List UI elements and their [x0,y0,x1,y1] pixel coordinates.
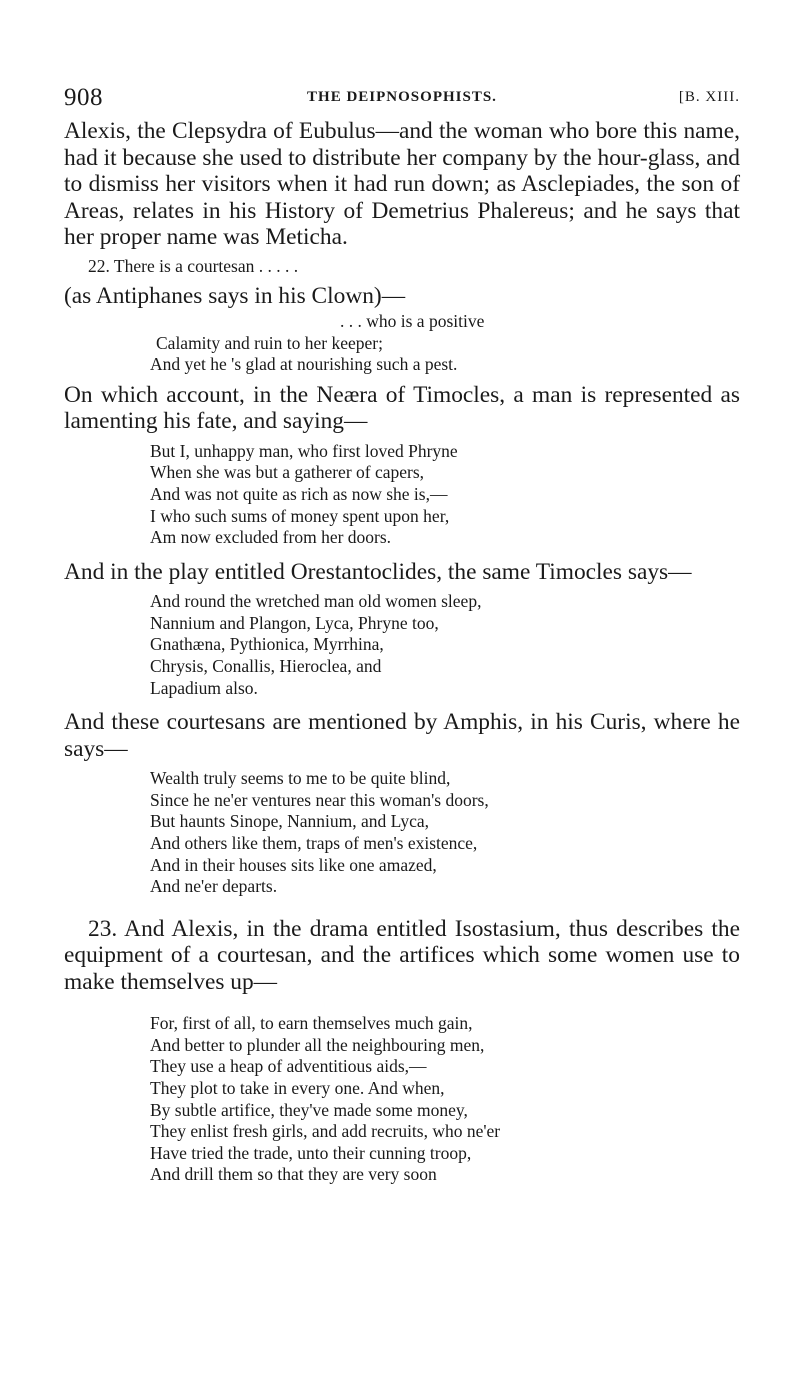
page-number: 908 [64,84,103,111]
paragraph-meticha: Alexis, the Clepsydra of Eubulus—and the woman who bore this name, had it because she used to distribute her company by the hour-glass, and to dismiss her visitors when it had run down; as Asclepiades, the son of Areas, relates in his History of Demetrius Phalereus; and he says that her proper name was Meticha. [64,118,740,250]
running-title: THE DEIPNOSOPHISTS. [307,89,497,105]
book-page [64,84,740,1186]
paragraph-timocles-neaera: On which account, in the Neæra of Timocles, a man is represented as lamenting his fate, and saying— [64,381,740,435]
verse-line: And better to plunder all the neighbouring men, [150,1034,485,1055]
verse-line: I who such sums of money spent upon her, [150,505,450,526]
verse-line: By subtle artifice, they've made some money, [150,1099,468,1120]
verse-line: They plot to take in every one. And when, [150,1078,445,1099]
verse-isostasium [64,1013,740,1186]
book-indicator: [B. XIII. [678,89,740,105]
verse-line: Chrysis, Conallis, Hieroclea, and [150,656,382,677]
verse-line: Have tried the trade, unto their cunning troop, [150,1142,472,1163]
verse-line: Calamity and ruin to her keeper; [156,332,383,353]
verse-timocles-neaera [64,441,740,549]
verse-line: Since he ne'er ventures near this woman's doors, [150,789,489,810]
verse-line: And round the wretched man old women sleep, [150,591,482,612]
verse-line: And was not quite as rich as now she is,— [150,483,448,504]
paragraph-orestantoclides: And in the play entitled Orestantoclides, the same Timocles says— [64,558,692,585]
verse-amphis [64,768,740,898]
section-22-heading: 22. There is a courtesan . . . . . [88,255,299,276]
verse-line: Nannium and Plangon, Lyca, Phryne too, [150,612,439,633]
verse-line: . . . who is a positive [340,311,485,331]
verse-line: They enlist fresh girls, and add recruits, who ne'er [150,1121,501,1142]
paragraph-antiphanes: (as Antiphanes says in his Clown)— [64,282,406,309]
verse-line: Lapadium also. [150,677,258,698]
verse-line: And yet he 's glad at nourishing such a pest. [150,354,458,375]
verse-line: Wealth truly seems to me to be quite blind, [150,768,451,789]
running-head [64,84,740,118]
verse-line: And ne'er departs. [150,876,278,897]
verse-orestantoclides [64,591,740,699]
verse-line: For, first of all, to earn themselves much gain, [150,1013,473,1034]
verse-line: And others like them, traps of men's existence, [150,833,478,853]
verse-line: And in their houses sits like one amazed, [150,854,437,875]
paragraph-section-23: 23. And Alexis, in the drama entitled Isostasium, thus describes the equipment of a courtesan, and the artifices which some women use to make themselves up— [64,915,740,995]
verse-line: Gnathæna, Pythionica, Myrrhina, [150,634,384,655]
verse-line: But haunts Sinope, Nannium, and Lyca, [150,811,429,832]
verse-line: Am now excluded from her doors. [150,527,392,548]
verse-line: When she was but a gatherer of capers, [150,462,425,483]
verse-antiphanes [64,311,740,376]
paragraph-amphis: And these courtesans are mentioned by Amphis, in his Curis, where he says— [64,709,740,762]
verse-line: But I, unhappy man, who first loved Phryne [150,440,458,461]
verse-line: They use a heap of adventitious aids,— [150,1056,427,1077]
verse-line: And drill them so that they are very soon [150,1164,437,1185]
